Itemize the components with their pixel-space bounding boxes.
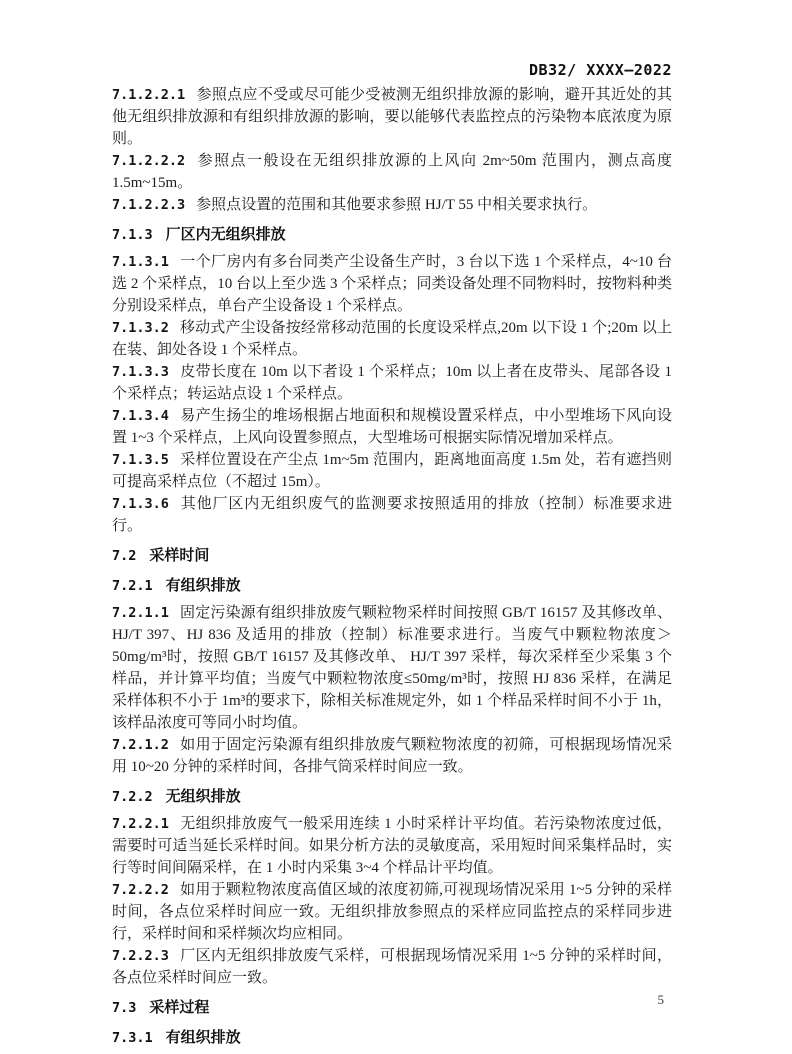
heading-text: 有组织排放 — [165, 1029, 241, 1046]
clause-number: 7.1.2.2.2 — [112, 153, 186, 169]
heading-7-2 — [112, 545, 672, 567]
clause-number: 7.1.3.4 — [112, 408, 169, 424]
heading-text: 厂区内无组织排放 — [165, 226, 286, 243]
heading-text: 无组织排放 — [165, 788, 241, 805]
clause-7-2-2-1 — [112, 813, 672, 879]
clause-text: 参照点设置的范围和其他要求参照 HJ/T 55 中相关要求执行。 — [196, 197, 598, 213]
clause-text: 如用于颗粒物浓度高值区域的浓度初筛,可视现场情况采用 1~5 分钟的采样时间，各点位采样时间应一致。无组织排放参照点的采样应同监控点的采样同步进行，采样时间和采样频次均应相同。 — [112, 882, 672, 942]
heading-7-3-1 — [112, 1027, 672, 1049]
page-number: 5 — [657, 992, 664, 1007]
clause-text: 皮带长度在 10m 以下者设 1 个采样点；10m 以上者在皮带头、尾部各设 1 个采样点；转运站点设 1 个采样点。 — [112, 364, 672, 402]
clause-text: 参照点一般设在无组织排放源的上风向 2m~50m 范围内，测点高度 1.5m~15m。 — [112, 153, 672, 191]
heading-number: 7.1.3 — [112, 227, 153, 243]
clause-7-1-2-2-2 — [112, 150, 672, 194]
clause-text: 厂区内无组织排放废气采样，可根据现场情况采用 1~5 分钟的采样时间，各点位采样时间应一致。 — [112, 948, 672, 986]
clause-number: 7.1.3.6 — [112, 496, 169, 512]
heading-7-2-1 — [112, 575, 672, 597]
clause-7-1-3-5 — [112, 449, 672, 493]
heading-text: 采样时间 — [149, 547, 210, 564]
clause-number: 7.2.2.2 — [112, 882, 169, 898]
heading-7-2-2 — [112, 786, 672, 808]
clause-text: 易产生扬尘的堆场根据占地面积和规模设置采样点，中小型堆场下风向设置 1~3 个采样点，上风向设置参照点，大型堆场可根据实际情况增加采样点。 — [112, 408, 672, 446]
clause-7-2-1-2 — [112, 734, 672, 778]
heading-number: 7.2 — [112, 548, 137, 564]
clause-7-1-3-1 — [112, 251, 672, 317]
heading-number: 7.3.1 — [112, 1030, 153, 1046]
clause-text: 一个厂房内有多台同类产尘设备生产时，3 台以下选 1 个采样点，4~10 台选 2 个采样点，10 台以上至少选 3 个采样点；同类设备处理不同物料时，按物料种类分别设采样点，单台产尘设备设 1 个采样点。 — [112, 254, 672, 314]
clause-7-1-3-3 — [112, 361, 672, 405]
heading-7-1-3 — [112, 224, 672, 246]
clause-7-2-2-3 — [112, 945, 672, 989]
heading-number: 7.2.2 — [112, 789, 153, 805]
clause-number: 7.1.2.2.1 — [112, 87, 186, 103]
clause-7-1-3-6 — [112, 493, 672, 537]
clause-text: 固定污染源有组织排放废气颗粒物采样时间按照 GB/T 16157 及其修改单、HJ/T 397、HJ 836 及适用的排放（控制）标准要求进行。当废气中颗粒物浓度＞50mg/m³时，按照 GB/T 16157 及其修改单、 HJ/T 397 采样，每次采样至少采集 3 个样品，并计算平均值；当废气中颗粒物浓度≤50mg/m³时，按照 HJ 836 采样，在满足采样体积不小于 1m³的要求下，除相关标准规定外，如 1 个样品采样时间不小于 1h，该样品浓度可等同小时均值。 — [112, 605, 672, 731]
document-standard-code: DB32/ XXXX—2022 — [529, 61, 672, 79]
clause-text: 采样位置设在产尘点 1m~5m 范围内，距离地面高度 1.5m 处，若有遮挡则可提高采样点位（不超过 15m）。 — [112, 452, 672, 490]
clause-7-1-2-2-1 — [112, 84, 672, 150]
clause-7-1-2-2-3 — [112, 194, 672, 216]
clause-7-1-3-4 — [112, 405, 672, 449]
clause-number: 7.1.3.2 — [112, 320, 169, 336]
heading-number: 7.2.1 — [112, 578, 153, 594]
heading-number: 7.3 — [112, 1000, 137, 1016]
clause-number: 7.1.3.1 — [112, 254, 169, 270]
clause-7-1-3-2 — [112, 317, 672, 361]
clause-number: 7.2.1.2 — [112, 737, 169, 753]
clause-text: 如用于固定污染源有组织排放废气颗粒物浓度的初筛，可根据现场情况采用 10~20 分钟的采样时间，各排气筒采样时间应一致。 — [112, 737, 672, 775]
clause-number: 7.2.1.1 — [112, 605, 169, 621]
clause-number: 7.1.2.2.3 — [112, 197, 186, 213]
clause-7-2-1-1 — [112, 602, 672, 734]
clause-number: 7.1.3.5 — [112, 452, 169, 468]
clause-number: 7.2.2.3 — [112, 948, 169, 964]
clause-text: 其他厂区内无组织废气的监测要求按照适用的排放（控制）标准要求进行。 — [112, 496, 672, 534]
heading-text: 采样过程 — [149, 999, 210, 1016]
clause-number: 7.1.3.3 — [112, 364, 169, 380]
document-body — [112, 84, 672, 1054]
clause-text: 移动式产尘设备按经常移动范围的长度设采样点,20m 以下设 1 个;20m 以上在装、卸处各设 1 个采样点。 — [112, 320, 672, 358]
clause-text: 无组织排放废气一般采用连续 1 小时采样计平均值。若污染物浓度过低，需要时可适当延长采样时间。如果分析方法的灵敏度高，采用短时间采集样品时，实行等时间间隔采样，在 1 小时内采集 3~4 个样品计平均值。 — [112, 816, 672, 876]
clause-number: 7.2.2.1 — [112, 816, 169, 832]
heading-text: 有组织排放 — [165, 577, 241, 594]
clause-7-2-2-2 — [112, 879, 672, 945]
clause-text: 参照点应不受或尽可能少受被测无组织排放源的影响，避开其近处的其他无组织排放源和有组织排放源的影响，要以能够代表监控点的污染物本底浓度为原则。 — [112, 87, 672, 147]
